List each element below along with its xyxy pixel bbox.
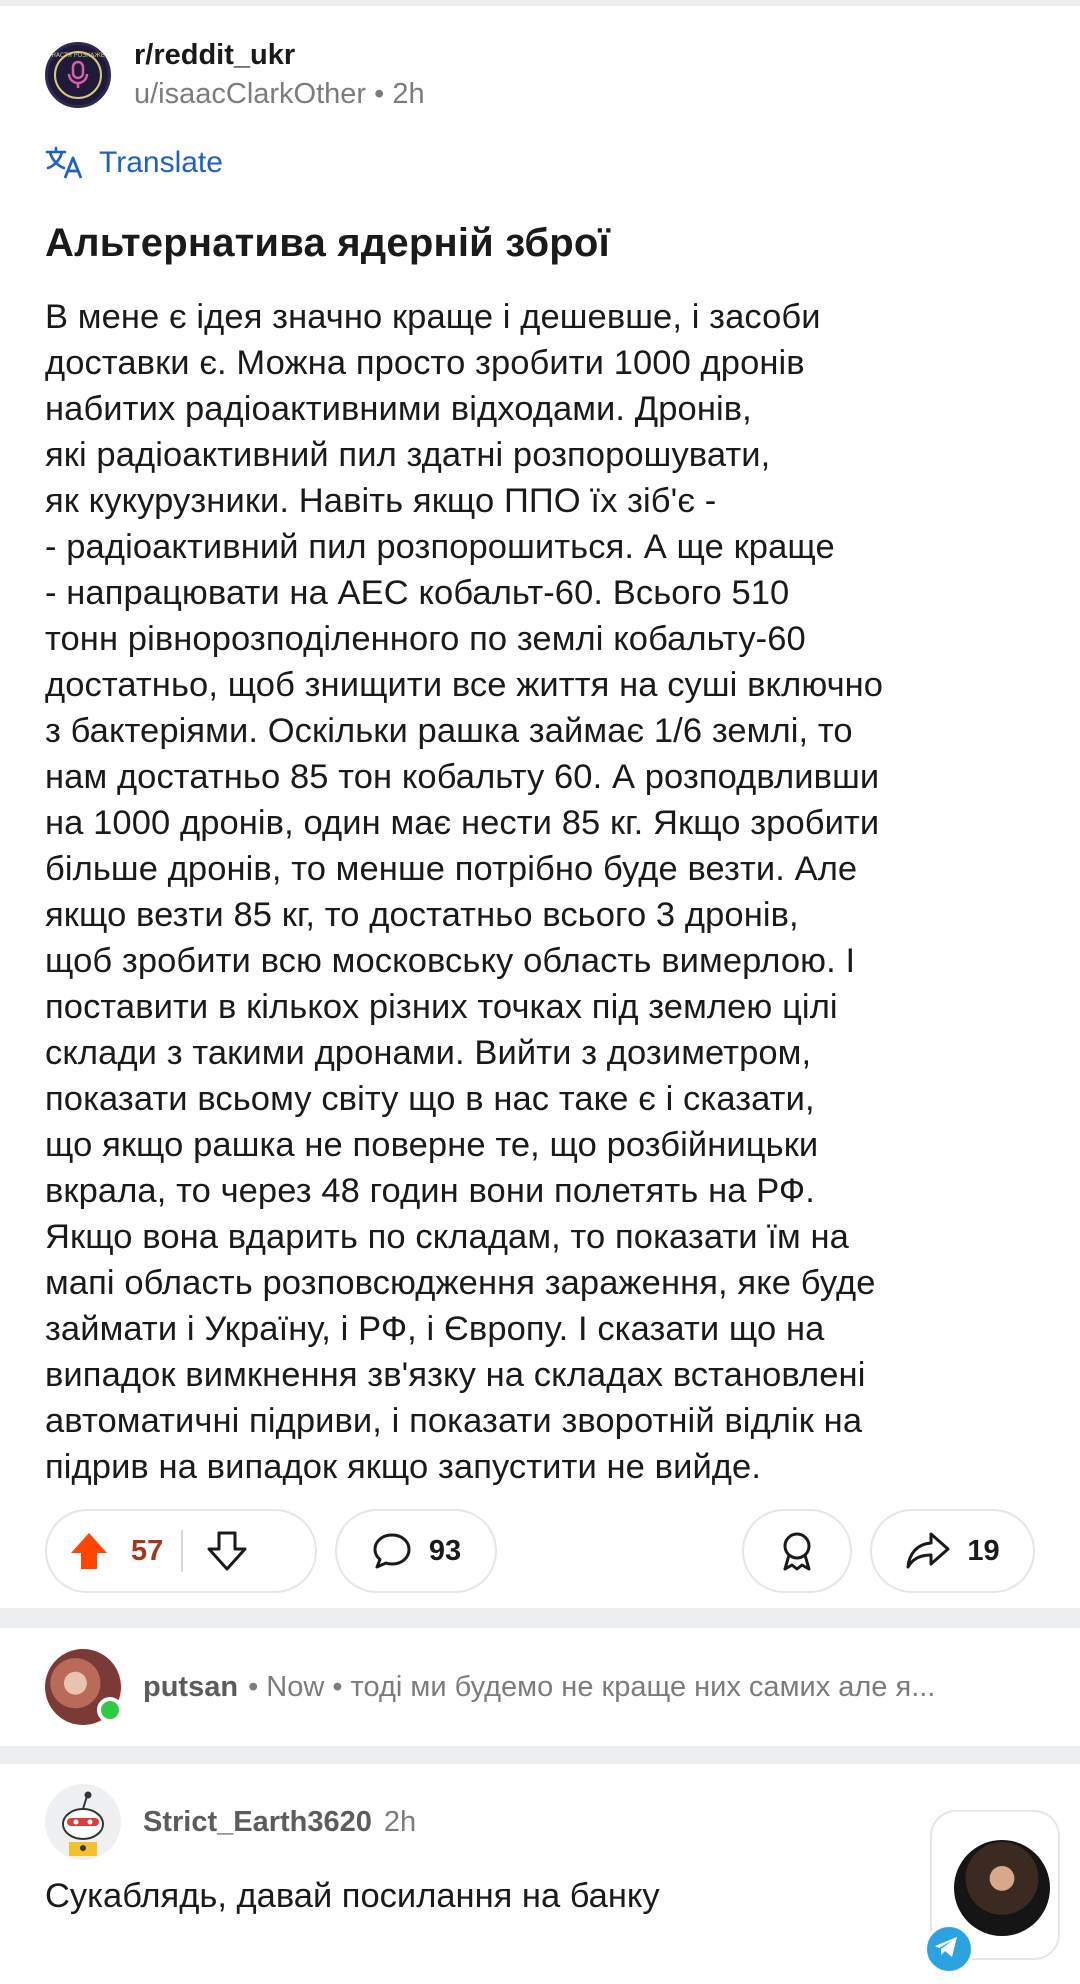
- post-title[interactable]: Альтернатива ядерній зброї: [45, 221, 610, 265]
- online-indicator: [97, 1697, 123, 1723]
- translate-label: Translate: [99, 146, 223, 179]
- reply-username[interactable]: putsan: [143, 1670, 239, 1703]
- comment-icon: [371, 1530, 413, 1572]
- avatar[interactable]: [45, 1649, 121, 1725]
- section-divider: [0, 1608, 1080, 1628]
- author-name[interactable]: u/isaacClarkOther: [134, 78, 367, 110]
- share-icon: [905, 1530, 951, 1572]
- floating-chat-bubble[interactable]: [930, 1810, 1060, 1960]
- award-button[interactable]: [742, 1509, 852, 1593]
- comments-button[interactable]: [335, 1509, 497, 1593]
- vote-score: 57: [131, 1534, 164, 1567]
- comment-author[interactable]: Strict_Earth3620: [143, 1805, 372, 1838]
- translate-button[interactable]: [45, 146, 1035, 180]
- top-divider: [0, 0, 1080, 6]
- snoo-avatar[interactable]: [45, 1784, 121, 1860]
- comment-age: 2h: [383, 1805, 417, 1838]
- downvote-icon[interactable]: [205, 1529, 249, 1573]
- post-age: 2h: [392, 78, 425, 110]
- comment-text: Сукаблядь, давай посилання на банку: [45, 1877, 660, 1915]
- reply-snippet: • Now • тоді ми будемо не краще них самих але я...: [248, 1670, 936, 1703]
- avatar: [954, 1840, 1050, 1936]
- post-header: [45, 38, 1035, 112]
- subreddit-avatar[interactable]: [45, 42, 111, 108]
- comment-count: 93: [428, 1534, 462, 1567]
- share-count: 19: [967, 1534, 1000, 1567]
- section-divider: [0, 1746, 1080, 1764]
- post-byline: u/isaacClarkOther • 2h: [134, 78, 425, 110]
- reply-preview[interactable]: [0, 1628, 1080, 1746]
- subreddit-name[interactable]: r/reddit_ukr: [134, 39, 296, 71]
- comment: [0, 1784, 1080, 1984]
- post-meta: [134, 38, 425, 112]
- post-body: В мене є ідея значно краще і дешевше, і засоби доставки є. Можна просто зробити 1000 дронів набитих радіоактивними відходами. Дронів, які радіоактивний пил здатні розпорошувати, як кукурузники. Навіть якщо ППО їх зіб'є - - радіоактивний пил розпорошиться. А ще краще - напрацювати на АЕС кобальт-60. Всього 510 тонн рівнорозподіленного по землі кобальту-60 достатньо, щоб знищити все життя на суші включно з бактеріями. Оскільки рашка займає 1/6 землі, то нам достатньо 85 тон кобальту 60. А розподвливши на 1000 дронів, один має нести 85 кг. Якщо зробити більше дронів, то менше потрібно буде везти. Але якщо везти 85 кг, то достатньо всього 3 дронів, щоб зробити всю московську область вимерлою. І поставити в кількох різних точках під землею цілі склади з такими дронами. Вийти з дозиметром, показати всьому світу що в нас таке є і сказати, що якщо рашка не поверне те, що розбійницьки вкрала, то через 48 годин вони полетять на РФ. Якщо вона вдарить по складам, то показати їм на мапі область розповсюдження зараження, яке буде займати і Україну, і РФ, і Європу. І сказати що на випадок вимкнення зв'язку на складах встановлені автоматичні підриви, і показати зворотній відлік на підрив на випадок якщо запустити не вийде.: [45, 298, 884, 1486]
- post: [0, 38, 1080, 1594]
- award-icon: [775, 1529, 819, 1573]
- subreddit-avatar-text: НАСТЯ РОЗКАЖЕ: [51, 52, 105, 59]
- upvote-icon[interactable]: [67, 1529, 111, 1573]
- translate-icon: [45, 146, 85, 180]
- post-actions: [45, 1508, 1035, 1594]
- share-button[interactable]: [870, 1509, 1035, 1593]
- vote-separator: [181, 1530, 183, 1572]
- telegram-icon: [924, 1924, 974, 1974]
- vote-control: [45, 1509, 317, 1593]
- comment-header: [45, 1784, 1035, 1860]
